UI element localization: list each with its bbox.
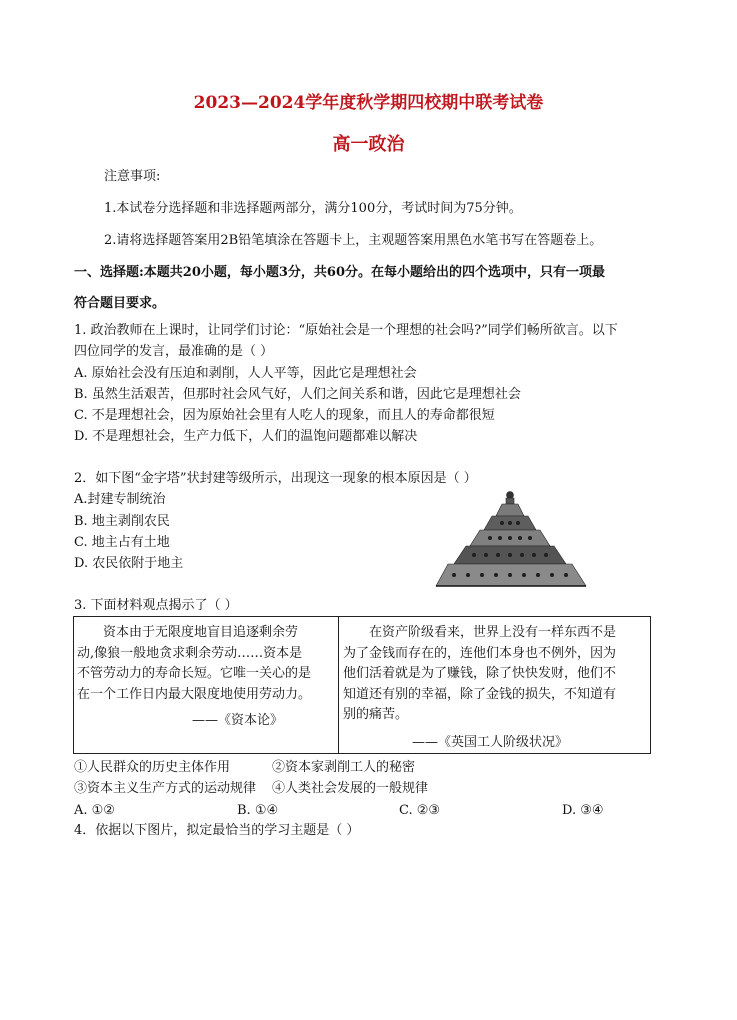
q3-choice-4: ④人类社会发展的一般规律 <box>272 781 429 796</box>
exam-subject: 高一政治 <box>332 134 405 155</box>
q1-option-c: C. 不是理想社会，因为原始社会里有人吃人的现象，而且人的寿命都很短 <box>74 408 495 423</box>
q3-option-c: C. ②③ <box>399 803 441 818</box>
exam-title: 2023—2024学年度秋学期四校期中联考试卷 <box>193 93 544 113</box>
q4-stem: 4．依据以下图片，拟定最恰当的学习主题是（ ） <box>74 823 360 838</box>
q2-option-c: C. 地主占有土地 <box>74 535 170 550</box>
q2-stem: 2．如下图“金字塔”状封建等级所示，出现这一现象的根本原因是（ ） <box>74 471 477 486</box>
q3-option-d: D. ③④ <box>562 803 604 818</box>
q3-left-line-2: 动,像狼一般地贪求剩余劳动……资本是 <box>77 645 303 661</box>
q3-left-line-1: 资本由于无限度地盲目追逐剩余劳 <box>103 625 299 640</box>
q2-option-b: B. 地主剥削农民 <box>74 514 170 529</box>
q3-right-citation: ——《英国工人阶级状况》 <box>412 735 569 750</box>
q3-right-line-4: 知道还有别的幸福，除了金钱的损失，不知道有 <box>343 686 617 702</box>
notice-item-1: 1.本试卷分选择题和非选择题两部分，满分100分，考试时间为75分钟。 <box>104 201 522 216</box>
q1-option-a: A. 原始社会没有压迫和剥削，人人平等，因此它是理想社会 <box>74 366 417 381</box>
notice-heading: 注意事项: <box>104 169 161 184</box>
q3-left-line-4: 在一个工作日内最大限度地使用劳动力。 <box>77 686 312 702</box>
q3-stem: 3. 下面材料观点揭示了（ ） <box>74 598 238 613</box>
q3-option-a: A. ①② <box>74 803 115 818</box>
q3-material-table <box>73 616 651 754</box>
q3-choice-3: ③资本主义生产方式的运动规律 <box>74 781 257 796</box>
q3-right-line-1: 在资产阶级看来，世界上没有一样东西不是 <box>369 625 617 640</box>
q1-option-d: D. 不是理想社会，生产力低下，人们的温饱问题都难以解决 <box>74 429 418 444</box>
table-divider <box>338 617 339 753</box>
q3-right-line-3: 他们活着就是为了赚钱，除了快快发财，他们不 <box>343 666 617 681</box>
q3-choice-2: ②资本家剥削工人的秘密 <box>272 760 416 775</box>
notice-item-2: 2.请将选择题答案用2B铅笔填涂在答题卡上，主观题答案用黑色水笔书写在答题卷上。 <box>104 233 603 248</box>
section-heading-line-2: 符合题目要求。 <box>74 296 166 311</box>
feudal-pyramid-image <box>434 490 614 590</box>
q3-left-line-3: 不管劳动力的寿命长短。它唯一关心的是 <box>77 666 312 681</box>
q1-option-b: B. 虽然生活艰苦，但那时社会风气好，人们之间关系和谐，因此它是理想社会 <box>74 387 521 402</box>
q3-choice-1: ①人民群众的历史主体作用 <box>74 760 231 775</box>
q3-option-b: B. ①④ <box>237 803 279 818</box>
q3-right-line-5: 别的痛苦。 <box>343 707 409 722</box>
section-heading-line-1: 一、选择题:本题共20小题，每小题3分，共60分。在每小题给出的四个选项中，只有一项最 <box>74 265 606 280</box>
q2-option-d: D. 农民依附于地主 <box>74 556 184 571</box>
q3-left-citation: ——《资本论》 <box>192 713 284 728</box>
q3-right-line-2: 为了金钱而存在的，连他们本身也不例外，因为 <box>343 645 617 661</box>
q2-option-a: A.封建专制统治 <box>74 492 166 507</box>
q1-stem-line-1: 1. 政治教师在上课时，让同学们讨论：“原始社会是一个理想的社会吗?”同学们畅所欲言。以下 <box>74 323 618 338</box>
q1-stem-line-2: 四位同学的发言，最准确的是（ ） <box>74 344 274 359</box>
